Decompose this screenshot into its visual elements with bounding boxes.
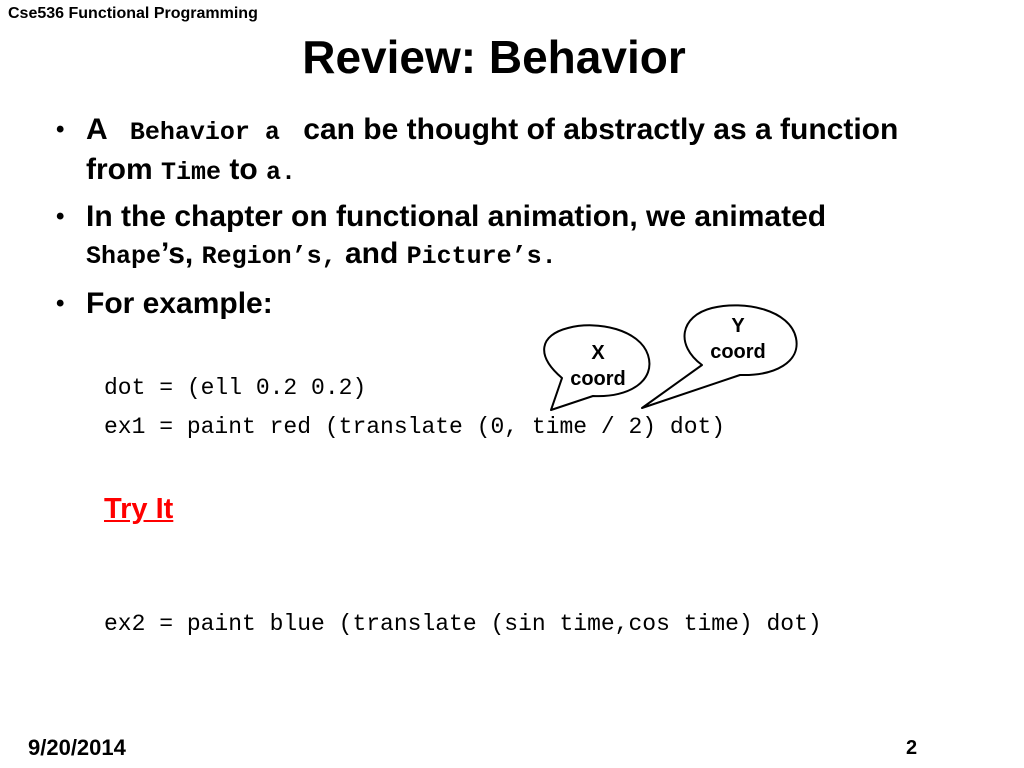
callout-line: coord xyxy=(710,341,766,363)
text-run: and xyxy=(336,237,407,270)
code-line-ex2: ex2 = paint blue (translate (sin time,cos time) dot) xyxy=(104,611,822,637)
bullet-marker: • xyxy=(56,203,65,230)
slide-title: Review: Behavior xyxy=(302,31,686,83)
x-coord-label xyxy=(560,340,636,392)
text-run: ’s. xyxy=(511,242,557,271)
try-it-link[interactable]: Try It xyxy=(104,493,174,525)
text-run: For example: xyxy=(86,287,273,320)
slide-date: 9/20/2014 xyxy=(28,735,126,760)
code-term-behavior-a: Behavior a xyxy=(114,118,295,147)
y-coord-label xyxy=(700,313,776,365)
callout-line: coord xyxy=(570,368,626,390)
code-line-dot: dot = (ell 0.2 0.2) xyxy=(104,375,367,401)
text-run: can be thought of abstractly as a function from xyxy=(86,113,899,186)
bullet-marker: • xyxy=(56,116,65,143)
text-run: ’s, xyxy=(161,237,202,270)
callout-line: X xyxy=(591,342,605,364)
code-term-region: Region xyxy=(201,242,292,271)
page-number: 2 xyxy=(906,737,918,759)
callout-line: Y xyxy=(731,315,745,337)
code-line-ex1: ex1 = paint red (translate (0, time / 2) dot) xyxy=(104,414,726,440)
text-run: A xyxy=(86,113,115,146)
course-name: Cse536 Functional Programming xyxy=(8,5,258,22)
code-term-picture: Picture xyxy=(406,242,512,271)
bullet-marker: • xyxy=(56,290,65,317)
text-run: In the chapter on functional animation, we animated xyxy=(86,200,827,233)
text-run: to xyxy=(221,153,267,186)
code-term-shape: Shape xyxy=(86,242,162,271)
code-term-time: Time xyxy=(161,158,222,187)
text-run: ’s, xyxy=(291,242,337,271)
code-term-a: a. xyxy=(266,158,297,187)
